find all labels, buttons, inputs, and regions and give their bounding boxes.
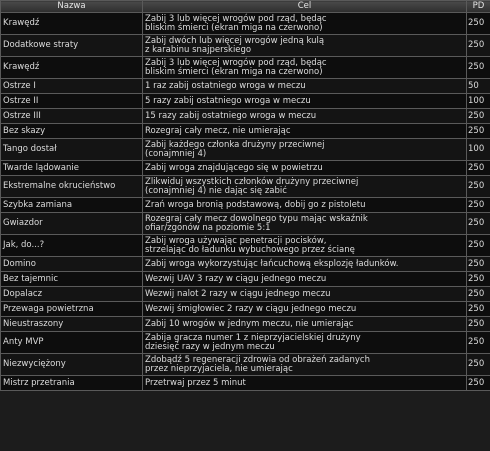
cell-name: Dopalacz (1, 287, 143, 302)
cell-name: Ostrze III (1, 109, 143, 124)
cell-goal: Zabij wroga używając penetracji pocisków, strzelając do ładunku wybuchowego przez ścianę (143, 235, 467, 257)
cell-pd: 50 (467, 79, 490, 94)
table-row (1, 213, 490, 235)
cell-goal: Rozegraj cały mecz dowolnego typu mając wskaźnik ofiar/zgonów na poziomie 5:1 (143, 213, 467, 235)
table-row (1, 109, 490, 124)
cell-name: Ostrze I (1, 79, 143, 94)
table-row (1, 287, 490, 302)
table-row (1, 79, 490, 94)
cell-name: Bez skazy (1, 124, 143, 139)
table-row (1, 13, 490, 35)
header-row (1, 1, 490, 13)
cell-pd: 250 (467, 354, 490, 376)
cell-goal: Wezwij UAV 3 razy w ciągu jednego meczu (143, 272, 467, 287)
cell-name: Jak, do...? (1, 235, 143, 257)
cell-pd: 250 (467, 235, 490, 257)
cell-name: Nieustraszony (1, 317, 143, 332)
cell-pd: 250 (467, 287, 490, 302)
cell-goal: 1 raz zabij ostatniego wroga w meczu (143, 79, 467, 94)
cell-pd: 250 (467, 332, 490, 354)
cell-pd: 250 (467, 272, 490, 287)
cell-goal: Zabij każdego członka drużyny przeciwnej (conajmniej 4) (143, 139, 467, 161)
cell-goal: Zabij 3 lub więcej wrogów pod rząd, będąc bliskim śmierci (ekran miga na czerwono) (143, 13, 467, 35)
table-row (1, 376, 490, 391)
cell-pd: 250 (467, 109, 490, 124)
cell-name: Anty MVP (1, 332, 143, 354)
table-row (1, 57, 490, 79)
cell-pd: 250 (467, 35, 490, 57)
cell-pd: 250 (467, 317, 490, 332)
table-row (1, 235, 490, 257)
table-row (1, 124, 490, 139)
header-name: Nazwa (1, 1, 143, 13)
cell-goal: Rozegraj cały mecz, nie umierając (143, 124, 467, 139)
cell-name: Domino (1, 257, 143, 272)
cell-pd: 250 (467, 376, 490, 391)
table-row (1, 139, 490, 161)
cell-name: Krawędź (1, 57, 143, 79)
cell-goal: Zabij dwóch lub więcej wrogów jedną kulą z karabinu snajperskiego (143, 35, 467, 57)
cell-name: Dodatkowe straty (1, 35, 143, 57)
cell-pd: 100 (467, 94, 490, 109)
cell-pd: 250 (467, 257, 490, 272)
cell-goal: Wezwij śmigłowiec 2 razy w ciągu jednego meczu (143, 302, 467, 317)
cell-name: Tango dostał (1, 139, 143, 161)
cell-pd: 100 (467, 139, 490, 161)
table-row (1, 317, 490, 332)
header-pd: PD (467, 1, 490, 13)
table-row (1, 176, 490, 198)
cell-pd: 250 (467, 13, 490, 35)
cell-goal: 5 razy zabij ostatniego wroga w meczu (143, 94, 467, 109)
cell-name: Ekstremalne okrucieństwo (1, 176, 143, 198)
cell-goal: Zrań wroga bronią podstawową, dobij go z pistoletu (143, 198, 467, 213)
table-row (1, 198, 490, 213)
cell-goal: Zabij wroga znajdującego się w powietrzu (143, 161, 467, 176)
table-row (1, 161, 490, 176)
table-row (1, 94, 490, 109)
cell-name: Krawędź (1, 13, 143, 35)
cell-goal: Wezwij nalot 2 razy w ciągu jednego meczu (143, 287, 467, 302)
table-row (1, 332, 490, 354)
cell-goal: 15 razy zabij ostatniego wroga w meczu (143, 109, 467, 124)
cell-name: Szybka zamiana (1, 198, 143, 213)
header-goal: Cel (143, 1, 467, 13)
cell-goal: Przetrwaj przez 5 minut (143, 376, 467, 391)
cell-name: Bez tajemnic (1, 272, 143, 287)
table-row (1, 302, 490, 317)
table-row (1, 354, 490, 376)
cell-goal: Zabij wroga wykorzystując łańcuchową eksplozję ładunków. (143, 257, 467, 272)
cell-name: Ostrze II (1, 94, 143, 109)
cell-pd: 250 (467, 302, 490, 317)
cell-name: Przewaga powietrzna (1, 302, 143, 317)
cell-name: Niezwyciężony (1, 354, 143, 376)
cell-pd: 250 (467, 124, 490, 139)
cell-name: Mistrz przetrania (1, 376, 143, 391)
cell-pd: 250 (467, 176, 490, 198)
cell-name: Gwiazdor (1, 213, 143, 235)
cell-pd: 250 (467, 161, 490, 176)
table-body (1, 13, 490, 391)
cell-pd: 250 (467, 198, 490, 213)
table-row (1, 257, 490, 272)
table-row (1, 272, 490, 287)
cell-goal: Zdobądź 5 regeneracji zdrowia od obrażeń zadanych przez nieprzyjaciela, nie umierając (143, 354, 467, 376)
cell-pd: 250 (467, 57, 490, 79)
cell-name: Twarde lądowanie (1, 161, 143, 176)
table-row (1, 35, 490, 57)
cell-pd: 250 (467, 213, 490, 235)
cell-goal: Zabija gracza numer 1 z nieprzyjacielskiej drużyny dziesięć razy w jednym meczu (143, 332, 467, 354)
cell-goal: Zlikwiduj wszystkich członków drużyny przeciwnej (conajmniej 4) nie dając się zabić (143, 176, 467, 198)
cell-goal: Zabij 3 lub więcej wrogów pod rząd, będąc bliskim śmierci (ekran miga na czerwono) (143, 57, 467, 79)
cell-goal: Zabij 10 wrogów w jednym meczu, nie umierając (143, 317, 467, 332)
